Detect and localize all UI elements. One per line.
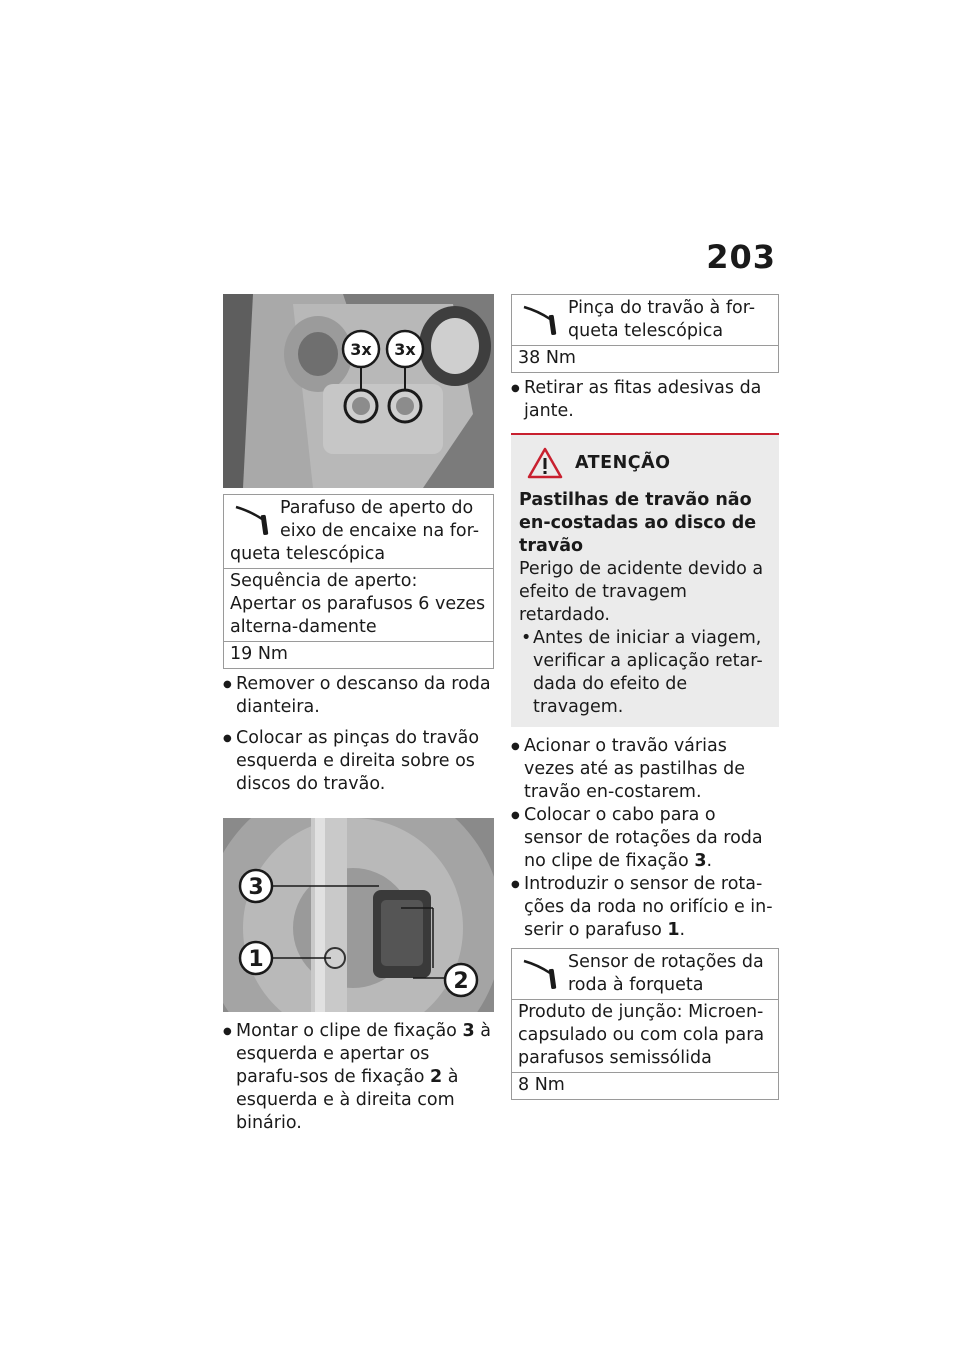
- step-item-sensor: ● Introduzir o sensor de rota-ções da roda no orifício e in-serir o parafuso 1.: [511, 873, 779, 942]
- spec-header: [224, 495, 493, 568]
- warning-box: [511, 433, 779, 727]
- step-item: ● Retirar as fitas adesivas da jante.: [511, 377, 779, 423]
- spec-header: [512, 295, 778, 345]
- page-number: 203: [706, 238, 776, 276]
- spec-title-line: Pinça do travão à for-: [568, 298, 756, 318]
- step-item-clip: ● Montar o clipe de fixação 3 à esquerda e apertar os parafu-sos de fixação 2 à esquerda e à direita com binário.: [223, 1020, 494, 1135]
- callout-1: 1: [248, 947, 264, 972]
- torque-wrench-icon: [518, 951, 562, 993]
- step-list: [511, 735, 779, 942]
- spec-note: Produto de junção: Microen-capsulado ou com cola para parafusos semissólida: [512, 999, 778, 1072]
- spec-title-line: Sensor de rotações da: [568, 952, 764, 972]
- step-item: ● Acionar o travão várias vezes até as pastilhas de travão en-costarem.: [511, 735, 779, 804]
- right-column: [511, 294, 779, 1100]
- brake-caliper-illustration: [223, 818, 494, 1012]
- step-list: [223, 1020, 494, 1135]
- warning-title: ATENÇÃO: [575, 452, 671, 473]
- torque-wrench-icon: [518, 297, 562, 339]
- callout-3x-right: 3x: [394, 340, 416, 359]
- axle-clamp-illustration: [223, 294, 494, 488]
- step-list: [223, 673, 494, 796]
- spec-title-line: Parafuso de aperto do: [280, 498, 474, 518]
- warning-triangle-icon: [527, 447, 563, 479]
- warning-heading: Pastilhas de travão não en-costadas ao disco de travão: [519, 490, 757, 556]
- spec-value: 38 Nm: [512, 345, 778, 372]
- callout-3x-left: 3x: [350, 340, 372, 359]
- spec-header: [512, 949, 778, 999]
- spec-title-line: queta telescópica: [568, 321, 724, 341]
- warning-text: Perigo de acidente devido a efeito de travagem retardado.: [519, 559, 764, 625]
- warning-item: • Antes de iniciar a viagem, verificar a aplicação retar-dada do efeito de travagem.: [519, 627, 769, 719]
- warning-list: [519, 627, 769, 719]
- step-list: [511, 377, 779, 423]
- spec-title-line: queta telescópica: [230, 544, 386, 564]
- spec-value: 8 Nm: [512, 1072, 778, 1099]
- spec-note: Sequência de aperto: Apertar os parafusos 6 vezes alterna-damente: [224, 568, 493, 641]
- step-item-cable: ● Colocar o cabo para o sensor de rotações da roda no clipe de fixação 3.: [511, 804, 779, 873]
- torque-spec-axle-clamp: [223, 494, 494, 669]
- step-item: ● Remover o descanso da roda dianteira.: [223, 673, 494, 719]
- left-column: [223, 294, 494, 1143]
- photo-brake-caliper: [223, 818, 494, 1012]
- spec-value: 19 Nm: [224, 641, 493, 668]
- callout-2: 2: [453, 969, 469, 994]
- torque-spec-sensor: [511, 948, 779, 1100]
- spec-title-line: eixo de encaixe na for-: [280, 521, 480, 541]
- callout-3: 3: [248, 875, 264, 900]
- warning-header: [519, 443, 769, 483]
- torque-spec-caliper: [511, 294, 779, 373]
- torque-wrench-icon: [230, 497, 274, 539]
- step-item: ● Colocar as pinças do travão esquerda e direita sobre os discos do travão.: [223, 727, 494, 796]
- photo-axle-clamp-bolts: [223, 294, 494, 488]
- spec-title-line: roda à forqueta: [568, 975, 704, 995]
